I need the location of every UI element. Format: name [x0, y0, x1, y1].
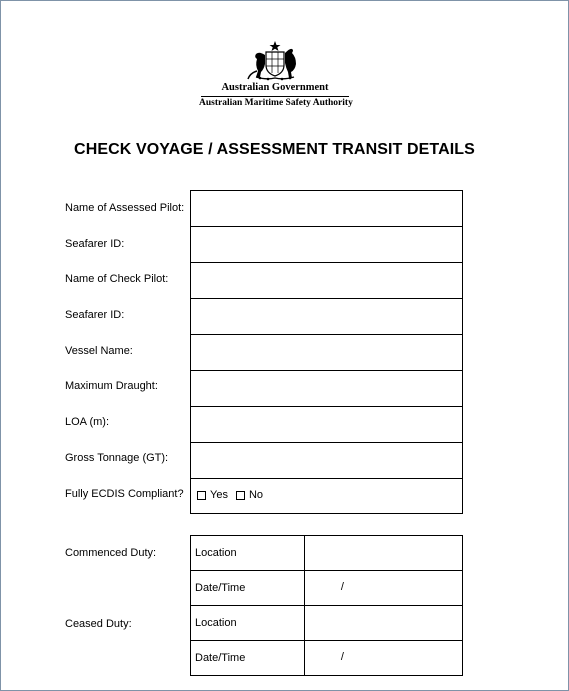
details-form — [190, 190, 463, 514]
ecdis-yes-option[interactable] — [197, 489, 228, 501]
ceased-location-label: Location — [191, 606, 305, 641]
loa-field[interactable] — [190, 406, 463, 442]
agency-name: Australian Maritime Safety Authority — [199, 98, 353, 108]
ecdis-cell — [190, 478, 463, 514]
government-name: Australian Government — [221, 82, 329, 93]
page-title: CHECK VOYAGE / ASSESSMENT TRANSIT DETAILS — [74, 141, 475, 158]
label-loa: LOA (m): — [65, 416, 110, 428]
label-check-pilot: Name of Check Pilot: — [65, 273, 169, 285]
commenced-datetime-field[interactable] — [304, 571, 462, 606]
ecdis-no-option[interactable] — [236, 489, 263, 501]
datetime-separator: / — [340, 651, 344, 663]
label-assessed-pilot: Name of Assessed Pilot: — [65, 202, 185, 214]
gross-tonnage-field[interactable] — [190, 442, 463, 478]
label-seafarer-id-1: Seafarer ID: — [65, 238, 125, 250]
ecdis-no-label: No — [248, 489, 264, 501]
ceased-datetime-label: Date/Time — [191, 641, 305, 676]
ceased-datetime-field[interactable] — [304, 641, 462, 676]
commenced-location-label: Location — [191, 536, 305, 571]
label-gross-tonnage: Gross Tonnage (GT): — [65, 452, 169, 464]
table-row — [191, 641, 463, 676]
datetime-separator: / — [340, 581, 344, 593]
seafarer-id-field-2[interactable] — [190, 298, 463, 334]
label-ecdis: Fully ECDIS Compliant? — [65, 488, 184, 500]
check-pilot-field[interactable] — [190, 262, 463, 298]
table-row — [191, 536, 463, 571]
ecdis-no-checkbox[interactable] — [236, 491, 245, 500]
label-ceased-duty: Ceased Duty: — [65, 618, 132, 630]
vessel-name-field[interactable] — [190, 334, 463, 370]
ceased-location-field[interactable] — [304, 606, 462, 641]
label-vessel-name: Vessel Name: — [65, 345, 133, 357]
assessed-pilot-field[interactable] — [190, 190, 463, 226]
table-row — [191, 571, 463, 606]
commenced-location-field[interactable] — [304, 536, 462, 571]
header-divider — [201, 96, 349, 97]
table-row — [191, 606, 463, 641]
label-max-draught: Maximum Draught: — [65, 380, 158, 392]
seafarer-id-field-1[interactable] — [190, 226, 463, 262]
label-seafarer-id-2: Seafarer ID: — [65, 309, 125, 321]
ecdis-yes-checkbox[interactable] — [197, 491, 206, 500]
commenced-datetime-label: Date/Time — [191, 571, 305, 606]
duty-table — [190, 535, 463, 676]
coat-of-arms-icon — [246, 39, 304, 81]
ecdis-yes-label: Yes — [210, 489, 228, 501]
max-draught-field[interactable] — [190, 370, 463, 406]
label-commenced-duty: Commenced Duty: — [65, 547, 157, 559]
